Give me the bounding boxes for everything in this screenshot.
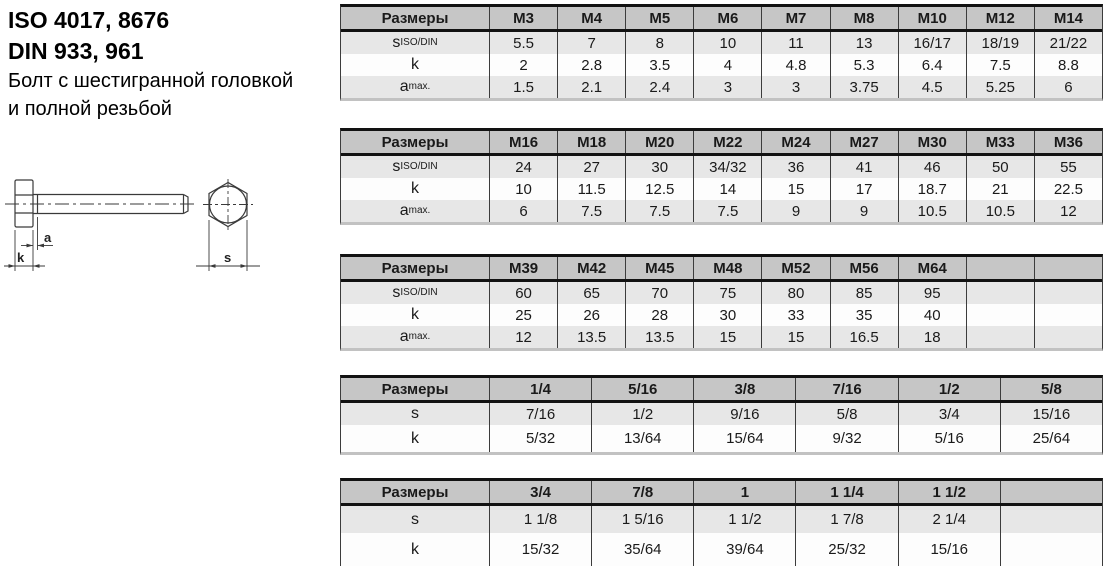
table-row-a	[341, 326, 1102, 348]
value-cell: 15	[761, 178, 829, 200]
value-cell: 5/8	[795, 403, 897, 425]
table-header-row	[341, 257, 1102, 282]
value-cell: 2.1	[557, 76, 625, 98]
row-label: a max.	[399, 202, 431, 219]
size-column-header: M24	[761, 131, 829, 153]
value-cell: 6	[489, 200, 557, 222]
value-cell: 15/16	[898, 533, 1000, 566]
row-label: a max.	[399, 328, 431, 345]
value-cell: 10.5	[966, 200, 1034, 222]
value-cell: 2 1/4	[898, 506, 1000, 533]
value-cell: 2.8	[557, 54, 625, 76]
value-cell: 2	[489, 54, 557, 76]
value-cell: 12	[489, 326, 557, 348]
value-cell: 3/4	[898, 403, 1000, 425]
value-cell: 8.8	[1034, 54, 1102, 76]
size-column-header: M42	[557, 257, 625, 279]
sizes-header-cell: Размеры	[381, 9, 449, 27]
size-column-header: 3/8	[693, 378, 795, 400]
table-row-a	[341, 200, 1102, 222]
bolt-technical-drawing	[0, 0, 340, 300]
value-cell: 9	[761, 200, 829, 222]
value-cell	[1034, 282, 1102, 304]
value-cell: 15	[693, 326, 761, 348]
size-column-header: 1 1/2	[898, 481, 1000, 503]
size-column-header: M8	[830, 7, 898, 29]
value-cell	[966, 282, 1034, 304]
value-cell: 3	[761, 76, 829, 98]
value-cell: 25/64	[1000, 425, 1102, 452]
size-column-header: 3/4	[489, 481, 591, 503]
table-row-k	[341, 304, 1102, 326]
value-cell: 15	[761, 326, 829, 348]
dimension-k-label: k	[17, 250, 25, 265]
table-row-s	[341, 506, 1102, 533]
value-cell: 9/32	[795, 425, 897, 452]
value-cell: 80	[761, 282, 829, 304]
dimension-table-2	[340, 128, 1103, 225]
value-cell: 1/2	[591, 403, 693, 425]
value-cell: 18	[898, 326, 966, 348]
value-cell: 22.5	[1034, 178, 1102, 200]
value-cell: 14	[693, 178, 761, 200]
dimension-table-1	[340, 4, 1103, 101]
value-cell: 7.5	[693, 200, 761, 222]
value-cell: 10.5	[898, 200, 966, 222]
table-row-s	[341, 403, 1102, 425]
value-cell: 33	[761, 304, 829, 326]
value-cell: 28	[625, 304, 693, 326]
row-label: k	[411, 180, 419, 197]
size-column-header: M18	[557, 131, 625, 153]
value-cell: 24	[489, 156, 557, 178]
value-cell: 35/64	[591, 533, 693, 566]
value-cell: 13/64	[591, 425, 693, 452]
size-column-header: M3	[489, 7, 557, 29]
table-header-row	[341, 7, 1102, 32]
size-column-header: 7/16	[795, 378, 897, 400]
value-cell: 6	[1034, 76, 1102, 98]
bolt-side-view	[15, 180, 188, 227]
size-column-header: M45	[625, 257, 693, 279]
value-cell: 85	[830, 282, 898, 304]
sizes-header-cell: Размеры	[381, 133, 449, 151]
value-cell: 35	[830, 304, 898, 326]
table-row-k	[341, 425, 1102, 452]
dimension-table-5	[340, 478, 1103, 566]
value-cell: 10	[489, 178, 557, 200]
value-cell: 2.4	[625, 76, 693, 98]
dimension-lines	[4, 217, 260, 271]
value-cell: 65	[557, 282, 625, 304]
value-cell	[966, 326, 1034, 348]
size-column-header: M52	[761, 257, 829, 279]
value-cell: 1.5	[489, 76, 557, 98]
size-column-header: 1/2	[898, 378, 1000, 400]
size-column-header	[1000, 481, 1102, 503]
value-cell: 9/16	[693, 403, 795, 425]
value-cell: 25/32	[795, 533, 897, 566]
dimension-table-3	[340, 254, 1103, 351]
size-column-header: M27	[830, 131, 898, 153]
value-cell: 4	[693, 54, 761, 76]
value-cell: 11.5	[557, 178, 625, 200]
value-cell: 1 1/2	[693, 506, 795, 533]
value-cell: 7.5	[966, 54, 1034, 76]
size-column-header: 1	[693, 481, 795, 503]
size-column-header: 5/8	[1000, 378, 1102, 400]
value-cell: 50	[966, 156, 1034, 178]
size-column-header: M64	[898, 257, 966, 279]
value-cell: 5.25	[966, 76, 1034, 98]
value-cell: 15/64	[693, 425, 795, 452]
value-cell: 12.5	[625, 178, 693, 200]
value-cell: 18.7	[898, 178, 966, 200]
value-cell: 26	[557, 304, 625, 326]
dimension-arrows	[9, 244, 248, 268]
row-label: a max.	[399, 78, 431, 95]
size-column-header: 5/16	[591, 378, 693, 400]
value-cell: 13	[830, 32, 898, 54]
value-cell: 7.5	[625, 200, 693, 222]
value-cell: 13.5	[557, 326, 625, 348]
value-cell: 40	[898, 304, 966, 326]
dimension-table-4	[340, 375, 1103, 455]
size-column-header: M56	[830, 257, 898, 279]
value-cell: 4.8	[761, 54, 829, 76]
size-column-header: M48	[693, 257, 761, 279]
product-name-line1: Болт с шестигранной головкой	[8, 70, 294, 92]
size-column-header: M12	[966, 7, 1034, 29]
value-cell: 21/22	[1034, 32, 1102, 54]
dimension-a-label: a	[44, 230, 52, 245]
size-column-header: M33	[966, 131, 1034, 153]
size-column-header: 7/8	[591, 481, 693, 503]
value-cell: 95	[898, 282, 966, 304]
row-label: k	[411, 429, 419, 447]
hex-centerlines	[203, 179, 253, 230]
value-cell: 7.5	[557, 200, 625, 222]
table-header-row	[341, 481, 1102, 506]
value-cell: 15/16	[1000, 403, 1102, 425]
value-cell: 70	[625, 282, 693, 304]
value-cell: 6.4	[898, 54, 966, 76]
table-header-row	[341, 378, 1102, 403]
value-cell: 1 1/8	[489, 506, 591, 533]
value-cell: 25	[489, 304, 557, 326]
row-label: s	[411, 510, 419, 528]
value-cell: 60	[489, 282, 557, 304]
product-name-line2: и полной резьбой	[8, 98, 172, 120]
size-column-header: M39	[489, 257, 557, 279]
size-column-header	[1034, 257, 1102, 279]
value-cell: 3.5	[625, 54, 693, 76]
table-row-s	[341, 282, 1102, 304]
din-standards-title: DIN 933, 961	[8, 38, 144, 64]
size-column-header: 1/4	[489, 378, 591, 400]
value-cell: 16.5	[830, 326, 898, 348]
value-cell: 5/16	[898, 425, 1000, 452]
size-column-header: M5	[625, 7, 693, 29]
value-cell: 30	[625, 156, 693, 178]
value-cell: 5.5	[489, 32, 557, 54]
table-row-k	[341, 54, 1102, 76]
value-cell	[1000, 533, 1102, 566]
value-cell: 13.5	[625, 326, 693, 348]
value-cell: 7	[557, 32, 625, 54]
value-cell: 55	[1034, 156, 1102, 178]
bolt-head-side	[15, 180, 33, 227]
value-cell: 9	[830, 200, 898, 222]
sizes-header-cell: Размеры	[381, 259, 449, 277]
row-label: k	[411, 306, 419, 323]
row-label: k	[411, 540, 419, 558]
row-label: k	[411, 56, 419, 73]
value-cell: 3	[693, 76, 761, 98]
value-cell: 1 7/8	[795, 506, 897, 533]
value-cell: 21	[966, 178, 1034, 200]
value-cell: 10	[693, 32, 761, 54]
value-cell: 16/17	[898, 32, 966, 54]
table-row-k	[341, 533, 1102, 566]
size-column-header: M16	[489, 131, 557, 153]
value-cell: 39/64	[693, 533, 795, 566]
row-label: s ISO/DIN	[392, 158, 438, 175]
value-cell: 8	[625, 32, 693, 54]
table-row-s	[341, 156, 1102, 178]
value-cell: 1 5/16	[591, 506, 693, 533]
value-cell: 5.3	[830, 54, 898, 76]
value-cell: 15/32	[489, 533, 591, 566]
value-cell: 75	[693, 282, 761, 304]
value-cell	[1000, 506, 1102, 533]
value-cell: 5/32	[489, 425, 591, 452]
size-column-header: M30	[898, 131, 966, 153]
size-column-header: M7	[761, 7, 829, 29]
value-cell: 3.75	[830, 76, 898, 98]
value-cell: 7/16	[489, 403, 591, 425]
dimension-s-label: s	[224, 250, 232, 265]
size-column-header: M6	[693, 7, 761, 29]
value-cell: 27	[557, 156, 625, 178]
value-cell: 41	[830, 156, 898, 178]
row-label: s ISO/DIN	[392, 284, 438, 301]
size-column-header: 1 1/4	[795, 481, 897, 503]
table-row-s	[341, 32, 1102, 54]
value-cell: 46	[898, 156, 966, 178]
value-cell: 18/19	[966, 32, 1034, 54]
iso-standards-title: ISO 4017, 8676	[8, 7, 170, 33]
size-column-header: M14	[1034, 7, 1102, 29]
size-column-header	[966, 257, 1034, 279]
table-row-k	[341, 178, 1102, 200]
value-cell	[966, 304, 1034, 326]
sizes-header-cell: Размеры	[381, 483, 449, 501]
value-cell: 36	[761, 156, 829, 178]
size-column-header: M20	[625, 131, 693, 153]
size-column-header: M10	[898, 7, 966, 29]
size-column-header: M36	[1034, 131, 1102, 153]
value-cell: 11	[761, 32, 829, 54]
row-label: s ISO/DIN	[392, 34, 438, 51]
table-row-a	[341, 76, 1102, 98]
value-cell: 34/32	[693, 156, 761, 178]
value-cell: 12	[1034, 200, 1102, 222]
value-cell: 17	[830, 178, 898, 200]
size-column-header: M4	[557, 7, 625, 29]
value-cell: 30	[693, 304, 761, 326]
row-label: s	[411, 405, 419, 422]
sizes-header-cell: Размеры	[381, 380, 449, 398]
value-cell	[1034, 304, 1102, 326]
table-header-row	[341, 131, 1102, 156]
value-cell: 4.5	[898, 76, 966, 98]
value-cell	[1034, 326, 1102, 348]
size-column-header: M22	[693, 131, 761, 153]
